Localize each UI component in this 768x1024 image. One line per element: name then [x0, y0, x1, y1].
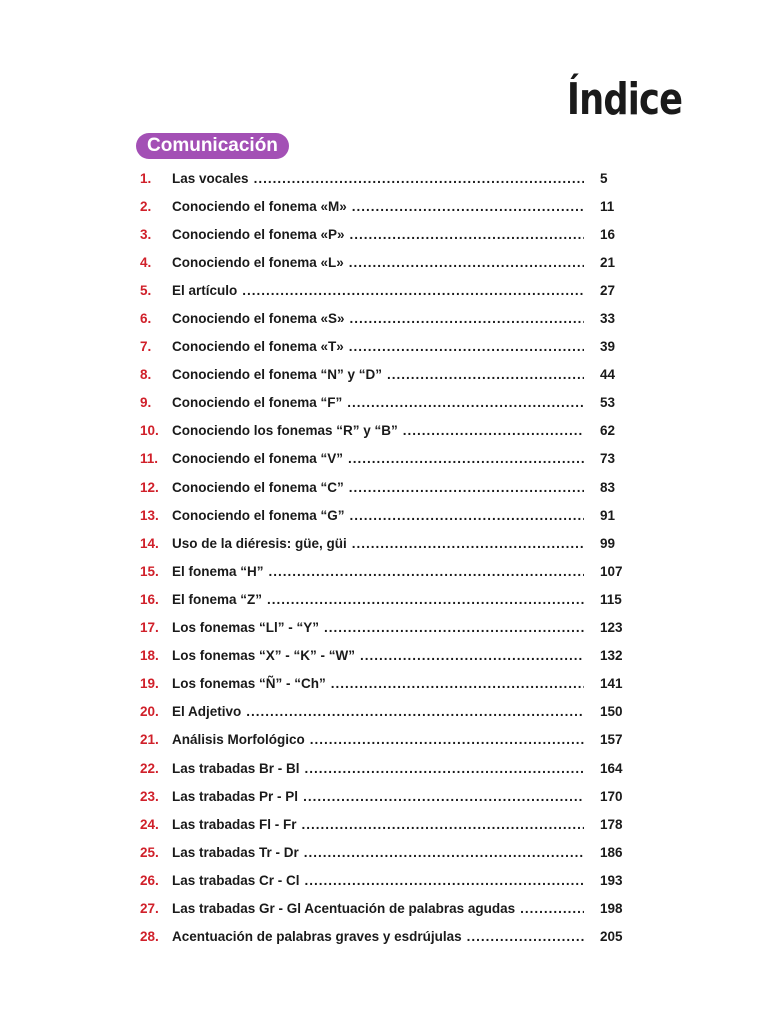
toc-entry-page: 11 [600, 198, 615, 214]
toc-entry-page: 5 [600, 170, 608, 186]
toc-entry [140, 838, 636, 866]
section-badge: Comunicación [136, 133, 289, 159]
dot-leader [403, 423, 584, 438]
toc-entry-number: 25. [140, 844, 159, 860]
toc-entry-title: Conociendo el fonema «L» [172, 254, 344, 270]
toc-entry-title: Las trabadas Cr - Cl [172, 872, 300, 888]
dot-leader [331, 676, 584, 691]
toc-entry-number: 15. [140, 563, 159, 579]
toc-entry-number: 5. [140, 282, 152, 298]
toc-list [140, 164, 636, 951]
toc-entry-title: Las trabadas Pr - Pl [172, 788, 299, 804]
toc-entry-page: 107 [600, 563, 623, 579]
toc-entry-number: 22. [140, 760, 159, 776]
toc-entry-title: Conociendo el fonema “C” [172, 479, 344, 495]
dot-leader [269, 564, 584, 579]
toc-entry-title: Conociendo el fonema “N” y “D” [172, 367, 383, 383]
toc-entry [140, 333, 636, 361]
toc-entry-title: Conociendo el fonema «P» [172, 226, 345, 242]
toc-entry-number: 28. [140, 929, 159, 945]
toc-entry-page: 193 [600, 872, 623, 888]
toc-entry-number: 17. [140, 620, 159, 636]
dot-leader [254, 171, 584, 186]
toc-entry-title: Conociendo el fonema «T» [172, 339, 344, 355]
toc-entry-number: 2. [140, 198, 152, 214]
dot-leader [349, 255, 584, 270]
toc-entry-page: 186 [600, 844, 623, 860]
toc-entry-page: 123 [600, 620, 623, 636]
toc-entry-number: 23. [140, 788, 159, 804]
toc-entry-number: 6. [140, 311, 152, 327]
toc-entry-title: El fonema “H” [172, 563, 264, 579]
dot-leader [246, 704, 584, 719]
toc-entry-title: Conociendo los fonemas “R” y “B” [172, 423, 398, 439]
dot-leader [302, 817, 584, 832]
toc-entry-number: 26. [140, 872, 159, 888]
dot-leader [349, 339, 584, 354]
toc-entry [140, 192, 636, 220]
toc-entry [140, 445, 636, 473]
toc-entry [140, 417, 636, 445]
toc-entry-title: Las trabadas Gr - Gl Acentuación de palabras agudas [172, 900, 516, 916]
toc-entry-page: 53 [600, 395, 616, 411]
toc-entry [140, 220, 636, 248]
dot-leader [349, 480, 584, 495]
toc-entry [140, 557, 636, 585]
dot-leader [324, 620, 584, 635]
dot-leader [352, 536, 584, 551]
dot-leader [348, 451, 584, 466]
toc-entry-title: Conociendo el fonema «S» [172, 311, 345, 327]
toc-entry-number: 14. [140, 535, 159, 551]
toc-entry-page: 39 [600, 339, 616, 355]
toc-entry-number: 7. [140, 339, 152, 355]
toc-entry-number: 1. [140, 170, 152, 186]
toc-entry-page: 157 [600, 732, 623, 748]
toc-entry-number: 12. [140, 479, 159, 495]
toc-entry [140, 670, 636, 698]
toc-entry-number: 10. [140, 423, 159, 439]
dot-leader [242, 283, 584, 298]
toc-entry [140, 866, 636, 894]
toc-entry-title: Acentuación de palabras graves y esdrújulas [172, 929, 462, 945]
toc-entry [140, 473, 636, 501]
toc-entry [140, 501, 636, 529]
toc-entry-page: 150 [600, 704, 623, 720]
toc-entry [140, 698, 636, 726]
toc-entry-title: Uso de la diéresis: güe, güi [172, 535, 347, 551]
toc-entry [140, 642, 636, 670]
toc-entry-title: El fonema “Z” [172, 591, 263, 607]
dot-leader [305, 873, 584, 888]
toc-entry-page: 164 [600, 760, 623, 776]
toc-entry-page: 205 [600, 929, 623, 945]
toc-entry-page: 33 [600, 311, 616, 327]
toc-entry-number: 20. [140, 704, 159, 720]
page-title: Índice [566, 74, 682, 125]
toc-entry [140, 782, 636, 810]
toc-entry [140, 726, 636, 754]
toc-entry-number: 19. [140, 676, 159, 692]
dot-leader [350, 227, 584, 242]
toc-entry-page: 16 [600, 226, 616, 242]
toc-entry-page: 170 [600, 788, 623, 804]
toc-entry-page: 62 [600, 423, 616, 439]
toc-entry-number: 8. [140, 367, 152, 383]
toc-entry-page: 83 [600, 479, 616, 495]
toc-entry [140, 754, 636, 782]
toc-entry-page: 21 [600, 254, 616, 270]
toc-entry-number: 9. [140, 395, 152, 411]
toc-entry-page: 44 [600, 367, 616, 383]
dot-leader [303, 789, 584, 804]
toc-entry [140, 894, 636, 922]
toc-entry-title: Análisis Morfológico [172, 732, 305, 748]
toc-entry-page: 27 [600, 282, 616, 298]
toc-entry-number: 11. [140, 451, 159, 467]
toc-entry-number: 21. [140, 732, 159, 748]
toc-entry-title: Conociendo el fonema “F” [172, 395, 343, 411]
toc-entry-number: 13. [140, 507, 159, 523]
toc-entry [140, 529, 636, 557]
dot-leader [520, 901, 584, 916]
toc-entry [140, 389, 636, 417]
toc-entry-page: 73 [600, 451, 616, 467]
toc-entry-page: 198 [600, 900, 623, 916]
toc-entry [140, 923, 636, 951]
toc-entry-title: Las vocales [172, 170, 249, 186]
toc-entry-number: 24. [140, 816, 159, 832]
dot-leader [304, 845, 584, 860]
toc-entry-page: 91 [600, 507, 616, 523]
toc-entry-page: 178 [600, 816, 623, 832]
toc-entry-title: Los fonemas “X” - “K” - “W” [172, 648, 356, 664]
toc-entry [140, 614, 636, 642]
toc-entry-number: 3. [140, 226, 152, 242]
toc-entry-page: 99 [600, 535, 616, 551]
toc-entry-title: Conociendo el fonema “G” [172, 507, 345, 523]
toc-entry-title: Las trabadas Tr - Dr [172, 844, 299, 860]
toc-entry [140, 164, 636, 192]
dot-leader [267, 592, 584, 607]
toc-entry-title: Los fonemas “Ñ” - “Ch” [172, 676, 326, 692]
dot-leader [352, 199, 584, 214]
toc-entry-title: Las trabadas Fl - Fr [172, 816, 297, 832]
toc-entry-title: Las trabadas Br - Bl [172, 760, 300, 776]
toc-entry [140, 361, 636, 389]
toc-entry-number: 4. [140, 254, 152, 270]
toc-entry [140, 585, 636, 613]
dot-leader [347, 395, 584, 410]
toc-entry [140, 276, 636, 304]
toc-entry [140, 304, 636, 332]
toc-entry-title: El artículo [172, 282, 238, 298]
toc-entry [140, 810, 636, 838]
toc-entry-page: 132 [600, 648, 623, 664]
dot-leader [305, 761, 584, 776]
toc-entry-title: Conociendo el fonema “V” [172, 451, 344, 467]
toc-entry-number: 16. [140, 591, 159, 607]
toc-entry-title: El Adjetivo [172, 704, 242, 720]
toc-entry [140, 248, 636, 276]
toc-entry-number: 18. [140, 648, 159, 664]
dot-leader [310, 732, 584, 747]
dot-leader [467, 929, 584, 944]
toc-entry-number: 27. [140, 900, 159, 916]
dot-leader [387, 367, 584, 382]
dot-leader [350, 508, 584, 523]
toc-entry-title: Conociendo el fonema «M» [172, 198, 347, 214]
toc-entry-title: Los fonemas “Ll” - “Y” [172, 620, 320, 636]
toc-entry-page: 115 [600, 591, 622, 607]
dot-leader [350, 311, 584, 326]
dot-leader [360, 648, 584, 663]
toc-entry-page: 141 [600, 676, 623, 692]
